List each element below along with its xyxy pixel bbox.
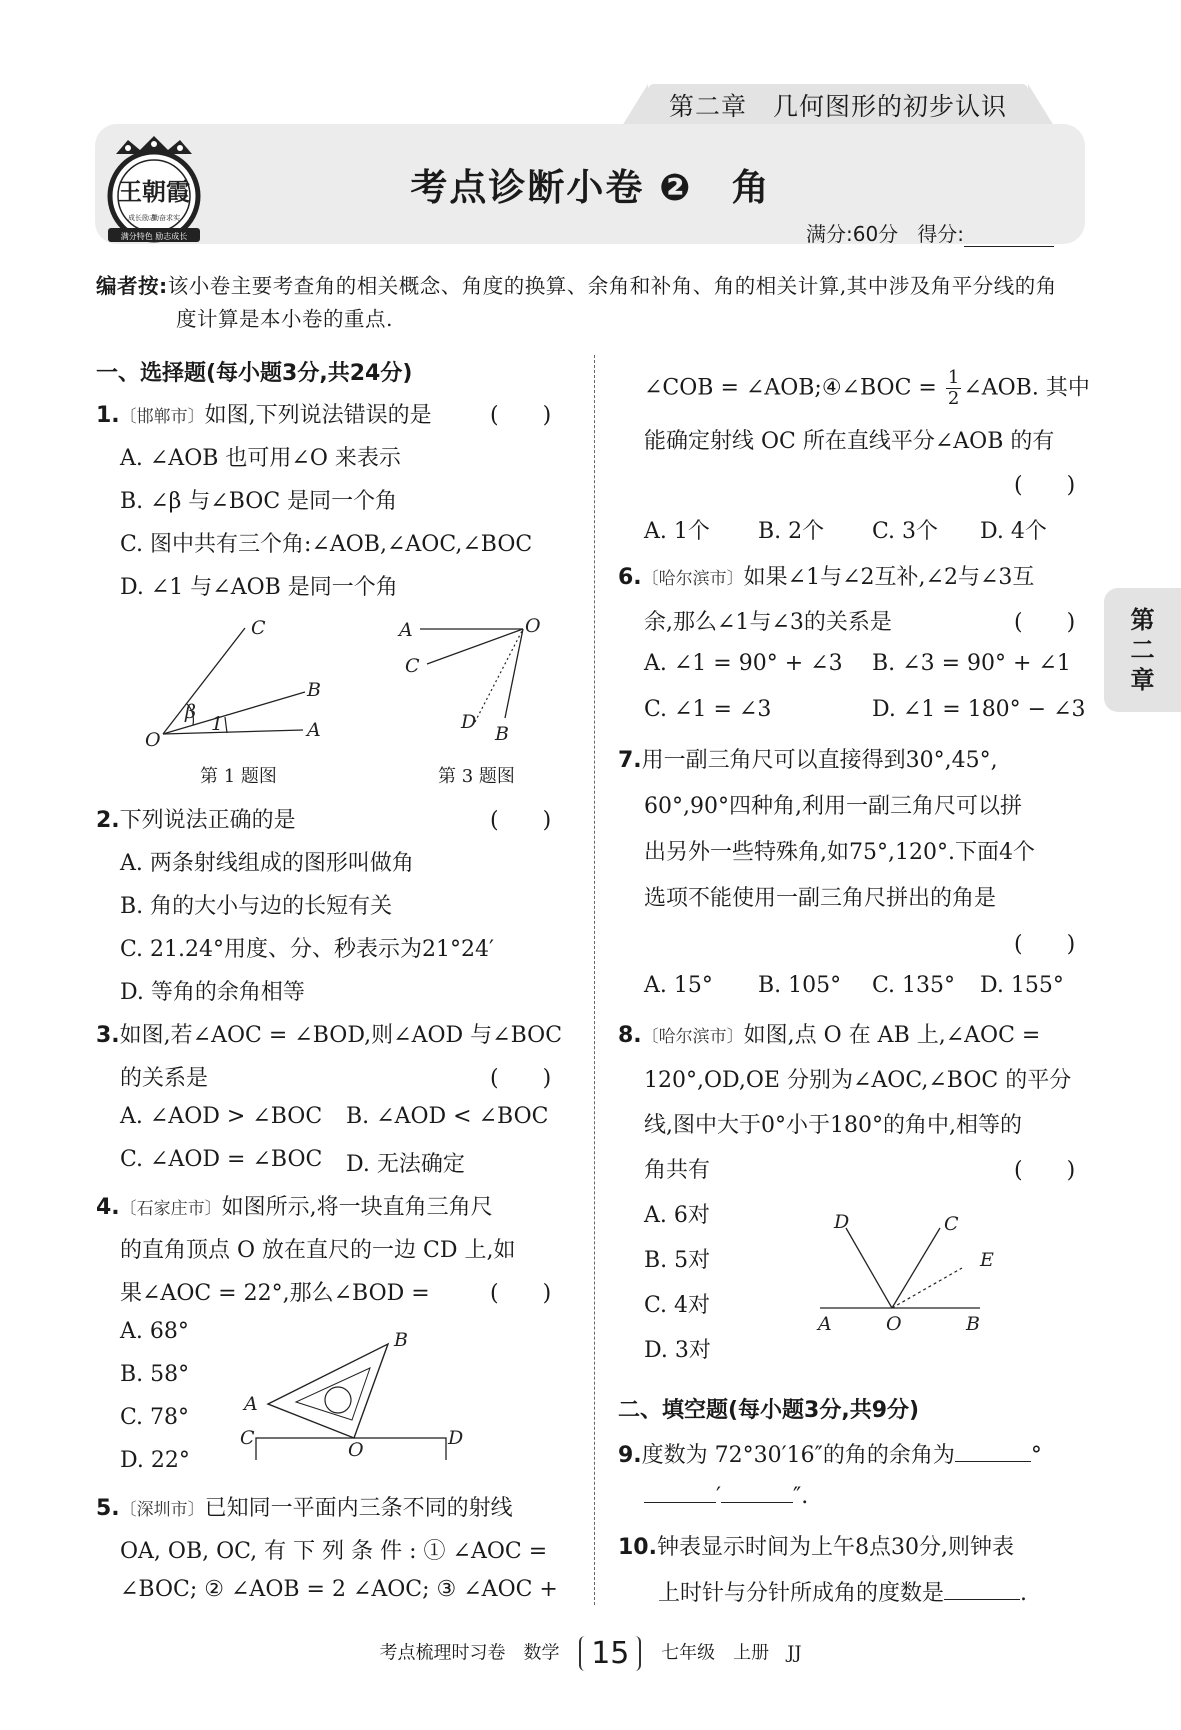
q4-stem-2: 的直角顶点 O 放在直尺的一边 CD 上,如 [120, 1238, 516, 1263]
q4-option-a: A. 68° [120, 1319, 189, 1344]
column-divider [594, 355, 595, 1605]
q1-option-b: B. ∠β 与∠BOC 是同一个角 [120, 489, 398, 514]
note-line2: 度计算是本小卷的重点. [176, 307, 394, 331]
svg-text:王朝霞: 王朝霞 [118, 177, 190, 206]
q6-answer-paren[interactable]: ( ) [1014, 610, 1076, 635]
note-line1: 该小卷主要考查角的相关概念、角度的换算、余角和补角、角的相关计算,其中涉及角平分线的角 [167, 274, 1057, 298]
chapter-side-tab: 第 二 章 [1104, 588, 1181, 712]
q4-option-c: C. 78° [120, 1405, 190, 1430]
q1-option-c: C. 图中共有三个角:∠AOB,∠AOC,∠BOC [120, 532, 533, 557]
q3-option-c: C. ∠AOD = ∠BOC [120, 1147, 323, 1172]
svg-text:O: O [886, 1313, 902, 1335]
q6-stem-2: 余,那么∠1与∠3的关系是 [644, 610, 892, 635]
q3-option-d: D. 无法确定 [346, 1152, 465, 1177]
q7-option-c: C. 135° [872, 973, 956, 998]
section-fill-heading: 二、填空题(每小题3分,共9分) [618, 1398, 920, 1423]
svg-text:O: O [348, 1439, 364, 1460]
q10-stem: 10.钟表显示时间为上午8点30分,则钟表 [618, 1535, 1014, 1560]
svg-text:成长励志: 成长励志 [128, 214, 156, 222]
q4-option-d: D. 22° [120, 1448, 190, 1473]
q8-option-d: D. 3对 [644, 1338, 711, 1363]
q5-continued-2: 能确定射线 OC 所在直线平分∠AOB 的有 [644, 429, 1055, 454]
svg-text:1: 1 [211, 713, 224, 735]
q6-option-a: A. ∠1 = 90° + ∠3 [644, 651, 843, 676]
svg-text:D: D [448, 1427, 464, 1449]
editor-note [96, 270, 1086, 336]
note-label: 编者按: [96, 274, 168, 298]
q8-stem-2: 120°,OD,OE 分别为∠AOC,∠BOC 的平分 [644, 1068, 1072, 1093]
q2-option-b: B. 角的大小与边的长短有关 [120, 894, 393, 919]
q3-answer-paren[interactable]: ( ) [490, 1066, 552, 1091]
q2-option-d: D. 等角的余角相等 [120, 980, 305, 1005]
q6-option-b: B. ∠3 = 90° + ∠1 [872, 651, 1071, 676]
svg-text:E: E [980, 1249, 994, 1271]
q2-option-c: C. 21.24°用度、分、秒表示为21°24′ [120, 937, 495, 962]
q1-option-a: A. ∠AOB 也可用∠O 来表示 [120, 446, 401, 471]
svg-text:O: O [145, 729, 161, 751]
q3-option-a: A. ∠AOD > ∠BOC [120, 1104, 323, 1129]
q7-stem-2: 60°,90°四种角,利用一副三角尺可以拼 [644, 794, 1022, 819]
q6-option-d: D. ∠1 = 180° − ∠3 [872, 697, 1086, 722]
q9-blank-degrees[interactable] [955, 1443, 1031, 1462]
q1-answer-paren[interactable]: ( ) [490, 403, 552, 428]
full-score: 满分:60分 [806, 222, 899, 246]
q9-stem: 9.度数为 72°30′16″的角的余角为 ° [618, 1443, 1042, 1468]
q9-blank-seconds[interactable] [721, 1484, 793, 1503]
q8-stem: 8.〔哈尔滨市〕如图,点 O 在 AB 上,∠AOC = [618, 1023, 1041, 1048]
q4-stem: 4.〔石家庄市〕如图所示,将一块直角三角尺 [96, 1195, 493, 1220]
figure-1-caption: 第 1 题图 [200, 766, 277, 787]
score-blank[interactable] [964, 228, 1054, 247]
q4-answer-paren[interactable]: ( ) [490, 1281, 552, 1306]
q5-option-b: B. 2个 [758, 519, 825, 544]
q7-option-d: D. 155° [980, 973, 1064, 998]
page-number: 15 [579, 1636, 641, 1671]
q2-option-a: A. 两条射线组成的图形叫做角 [120, 851, 414, 876]
svg-text:满分特色 励志成长: 满分特色 励志成长 [120, 232, 188, 241]
svg-text:O: O [525, 615, 541, 637]
q9-blank-minutes[interactable] [644, 1484, 716, 1503]
chapter-heading: 第二章 几何图形的初步认识 [648, 84, 1028, 126]
svg-text:勤奋求实: 勤奋求实 [152, 214, 180, 222]
section-choice-heading: 一、选择题(每小题3分,共24分) [96, 361, 413, 386]
q8-option-b: B. 5对 [644, 1248, 711, 1273]
figure-1 [135, 612, 335, 752]
q2-stem: 2.下列说法正确的是 [96, 808, 296, 833]
svg-text:A: A [818, 1313, 832, 1335]
figure-3 [395, 612, 555, 752]
q1-stem: 1.〔邯郸市〕如图,下列说法错误的是 [96, 403, 432, 428]
footer-left: 考点梳理时习卷 数学 [379, 1642, 560, 1664]
q6-option-c: C. ∠1 = ∠3 [644, 697, 772, 722]
q5-answer-paren[interactable]: ( ) [1014, 473, 1076, 498]
svg-text:B: B [966, 1313, 980, 1335]
svg-text:C: C [944, 1213, 959, 1235]
q8-option-a: A. 6对 [644, 1203, 710, 1228]
q2-answer-paren[interactable]: ( ) [490, 808, 552, 833]
q9-stem-2: ′ ″. [644, 1484, 808, 1509]
q5-option-a: A. 1个 [644, 519, 710, 544]
q5-option-d: D. 4个 [980, 519, 1047, 544]
q4-stem-3: 果∠AOC = 22°,那么∠BOD = [120, 1281, 430, 1306]
q5-continued-1: ∠COB = ∠AOB;④∠BOC = $\frac{1}{2}$ ∠AOB. 其中 [644, 367, 1090, 409]
svg-text:A: A [244, 1393, 258, 1415]
q5-option-c: C. 3个 [872, 519, 939, 544]
svg-text:B: B [307, 679, 321, 701]
svg-text:A: A [307, 719, 321, 741]
q7-option-b: B. 105° [758, 973, 842, 998]
q8-answer-paren[interactable]: ( ) [1014, 1158, 1076, 1183]
figure-4 [238, 1320, 468, 1460]
svg-text:C: C [251, 617, 266, 639]
q5-stem-3: ∠BOC; ② ∠AOB = 2 ∠AOC; ③ ∠AOC + [120, 1577, 558, 1602]
q3-option-b: B. ∠AOD < ∠BOC [346, 1104, 549, 1129]
page-footer [0, 1636, 1181, 1671]
q5-stem: 5.〔深圳市〕已知同一平面内三条不同的射线 [96, 1496, 513, 1521]
q6-stem: 6.〔哈尔滨市〕如果∠1与∠2互补,∠2与∠3互 [618, 565, 1035, 590]
q3-stem: 3.如图,若∠AOC = ∠BOD,则∠AOD 与∠BOC [96, 1023, 563, 1048]
q10-blank[interactable] [944, 1581, 1020, 1600]
q7-answer-paren[interactable]: ( ) [1014, 932, 1076, 957]
q7-stem: 7.用一副三角尺可以直接得到30°,45°, [618, 748, 998, 773]
footer-right: 七年级 上册 JJ [661, 1642, 802, 1664]
svg-text:β: β [185, 701, 196, 723]
svg-text:B: B [394, 1329, 408, 1351]
svg-text:C: C [405, 655, 420, 677]
svg-text:A: A [399, 619, 413, 641]
q8-stem-4: 角共有 [644, 1158, 711, 1183]
page-title: 考点诊断小卷 ❷ 角 [410, 166, 771, 209]
q8-stem-3: 线,图中大于0°小于180°的角中,相等的 [644, 1113, 1022, 1138]
q3-stem-2: 的关系是 [120, 1066, 209, 1091]
q7-stem-4: 选项不能使用一副三角尺拼出的角是 [644, 886, 997, 911]
q1-option-d: D. ∠1 与∠AOB 是同一个角 [120, 575, 398, 600]
svg-text:B: B [495, 723, 509, 745]
q4-option-b: B. 58° [120, 1362, 190, 1387]
svg-text:C: C [240, 1427, 255, 1449]
q5-stem-2: OA, OB, OC, 有 下 列 条 件 : ① ∠AOC = [120, 1539, 548, 1564]
q8-option-c: C. 4对 [644, 1293, 711, 1318]
score-line [806, 218, 1054, 247]
q10-stem-2: 上时针与分针所成角的度数是 . [658, 1581, 1028, 1606]
q7-option-a: A. 15° [644, 973, 713, 998]
q7-stem-3: 出另外一些特殊角,如75°,120°.下面4个 [644, 840, 1035, 865]
svg-text:D: D [461, 711, 477, 733]
figure-3-caption: 第 3 题图 [438, 766, 515, 787]
got-score-label: 得分: [917, 222, 965, 246]
figure-8 [810, 1210, 1010, 1335]
svg-text:D: D [834, 1211, 850, 1233]
